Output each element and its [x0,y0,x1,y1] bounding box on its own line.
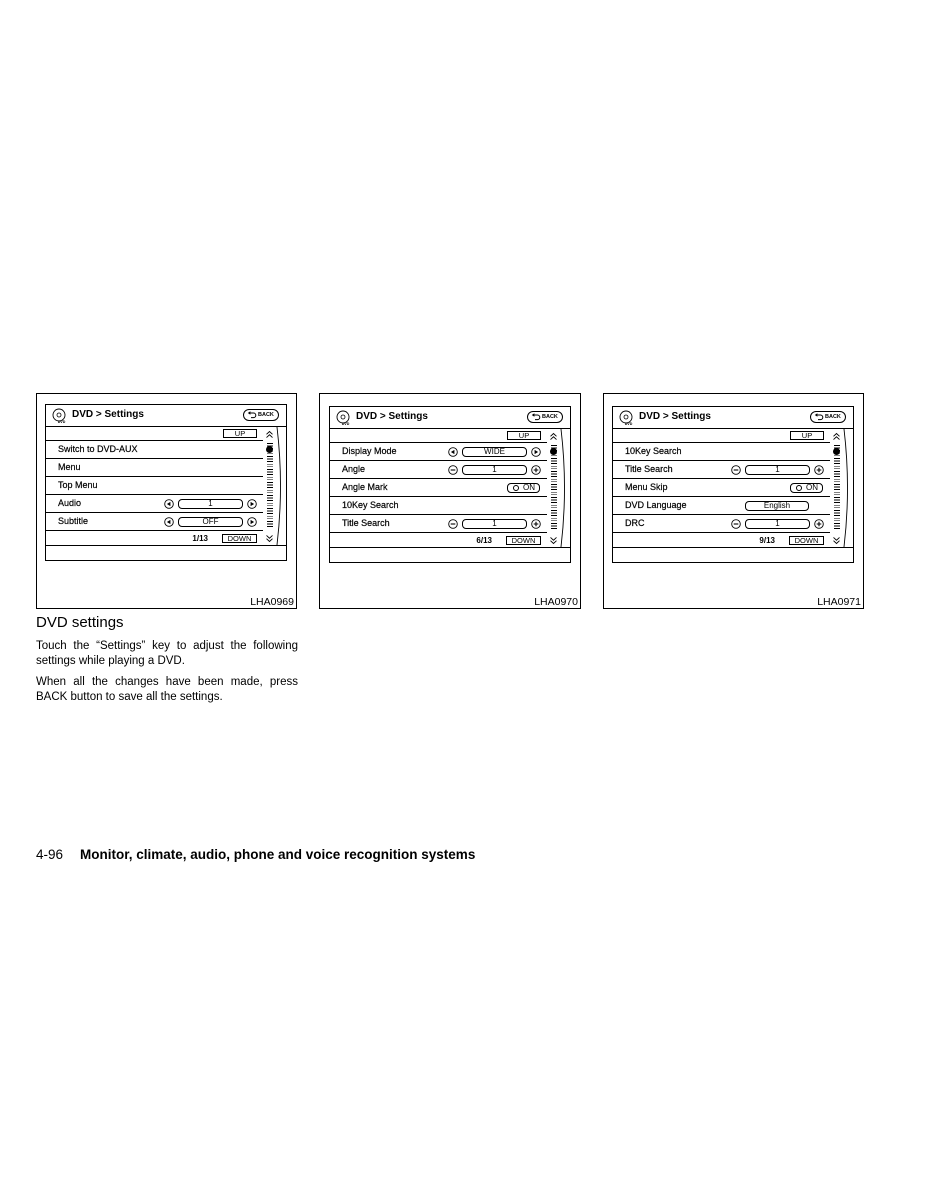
list-item-label: Title Search [342,518,390,528]
page-footer [36,847,475,863]
down-button[interactable]: DOWN [222,534,257,543]
list-item-label: Switch to DVD-AUX [58,444,138,454]
list-item-label: Display Mode [342,446,397,456]
screen-status-bar [613,548,853,562]
list-item-label: Title Search [625,464,673,474]
title-search-value-field: 1 [462,519,527,529]
chapter-title: Monitor, climate, audio, phone and voice recognition systems [80,847,476,862]
section-heading: DVD settings [36,614,124,631]
list-item-label: 10Key Search [342,500,399,510]
angle-value-field: 1 [462,465,527,475]
page-indicator: 9/13 [759,536,775,545]
list-item-label: DRC [625,518,645,528]
list-item-label: Angle [342,464,366,474]
up-button[interactable]: UP [507,431,541,440]
scroll-rail-line [330,407,570,562]
page-indicator: 1/13 [192,534,208,543]
up-button[interactable]: UP [790,431,824,440]
down-button[interactable]: DOWN [506,536,541,545]
title-search-value-field: 1 [745,465,810,475]
list-item-label: Angle Mark [342,482,388,492]
list-item-label: Menu Skip [625,482,668,492]
dvd-language-select[interactable]: English [745,501,809,511]
dvd-settings-screen [329,406,571,563]
figure-lha0971 [603,393,864,609]
back-button-label: BACK [258,412,274,418]
dvd-settings-screen [612,406,854,563]
list-item-label: Top Menu [58,480,98,490]
dvd-icon-text: DVD [624,421,633,426]
down-button[interactable]: DOWN [789,536,824,545]
scroll-rail-line [46,405,286,560]
list-item-label: Subtitle [58,516,89,526]
body-paragraph: Touch the “Settings” key to adjust the following settings while playing a DVD. [36,640,298,667]
toggle-state: ON [523,482,535,492]
back-button-label: BACK [542,414,558,420]
screen-title: DVD > Settings [72,409,144,420]
figure-lha0969 [36,393,297,609]
body-paragraph: When all the changes have been made, press BACK button to save all the settings. [36,676,298,703]
screen-status-bar [46,546,286,560]
up-button[interactable]: UP [223,429,257,438]
screen-title: DVD > Settings [356,411,428,422]
drc-value-field: 1 [745,519,810,529]
list-item-label: 10Key Search [625,446,682,456]
figure-code: LHA0971 [817,596,861,608]
figure-code: LHA0970 [534,596,578,608]
scroll-rail-line [613,407,853,562]
audio-value-field: 1 [178,499,243,509]
figure-lha0970 [319,393,581,609]
display-mode-value-field: WIDE [462,447,527,457]
toggle-state: ON [806,482,818,492]
dvd-settings-screen [45,404,287,561]
dvd-icon-text: DVD [57,419,66,424]
screen-status-bar [330,548,570,562]
figure-code: LHA0969 [250,596,294,608]
page-number: 4-96 [36,847,64,862]
list-item-label: Audio [58,498,82,508]
back-button-label: BACK [825,414,841,420]
page-indicator: 6/13 [476,536,492,545]
screen-title: DVD > Settings [639,411,711,422]
list-item-label: DVD Language [625,500,687,510]
subtitle-value-field: OFF [178,517,243,527]
list-item-label: Menu [58,462,81,472]
dvd-icon-text: DVD [341,421,350,426]
